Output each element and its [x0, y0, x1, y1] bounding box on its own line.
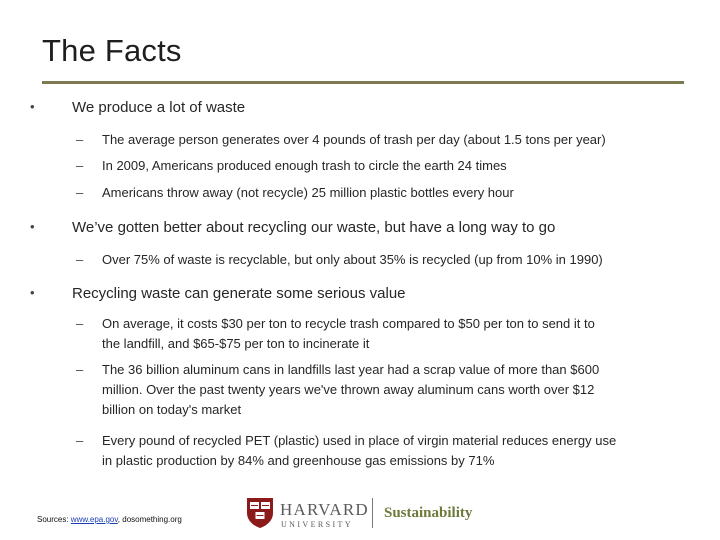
sources-rest: , dosomething.org — [117, 515, 182, 524]
sub-bullet-marker: – — [76, 362, 84, 377]
sub-bullet-item — [76, 250, 682, 270]
sub-bullet-marker: – — [76, 433, 84, 448]
harvard-shield-icon — [246, 497, 274, 529]
sub-bullet-line: On average, it costs $30 per ton to recycle trash compared to $50 per ton to send it to — [102, 316, 595, 331]
sub-bullet-item — [76, 183, 682, 203]
bullet-text: We produce a lot of waste — [72, 99, 246, 116]
title-divider — [42, 81, 684, 84]
university-label: UNIVERSITY — [281, 520, 353, 529]
bullet-marker: • — [30, 219, 35, 234]
bullet-item — [30, 285, 406, 302]
sub-bullet-line: The 36 billion aluminum cans in landfills last year had a scrap value of more than $600 — [102, 362, 600, 377]
sub-bullet-marker: – — [76, 185, 84, 200]
sub-bullet-line: The average person generates over 4 pounds of trash per day (about 1.5 tons per year) — [102, 132, 606, 147]
epa-link[interactable]: www.epa.gov — [70, 515, 118, 524]
sub-bullet-marker: – — [76, 252, 84, 267]
sub-bullet-marker: – — [76, 316, 84, 331]
bullet-text: We’ve gotten better about recycling our waste, but have a long way to go — [72, 219, 556, 236]
sub-bullet-item — [76, 130, 682, 150]
sub-bullet-marker: – — [76, 132, 84, 147]
harvard-name: HARVARD — [280, 500, 369, 519]
bullet-item — [30, 99, 246, 116]
sub-bullet-marker: – — [76, 158, 84, 173]
sub-bullet-line: billion on today's market — [102, 402, 242, 417]
sub-bullet-item — [76, 431, 682, 471]
logo-divider — [372, 498, 373, 528]
bullet-marker: • — [30, 99, 35, 114]
sub-bullet-item — [76, 314, 682, 354]
sources-label: Sources: — [37, 515, 71, 524]
bullet-text: Recycling waste can generate some serious value — [72, 285, 406, 302]
sub-bullet-line: the landfill, and $65-$75 per ton to incinerate it — [102, 336, 370, 351]
slide-title: The Facts — [42, 33, 182, 68]
bullet-item — [30, 219, 556, 236]
bullet-marker: • — [30, 285, 35, 300]
sub-bullet-line: in plastic production by 84% and greenhouse gas emissions by 71% — [102, 453, 495, 468]
sub-bullet-line: In 2009, Americans produced enough trash to circle the earth 24 times — [102, 158, 507, 173]
sub-bullet-item — [76, 360, 682, 420]
sub-bullet-line: Over 75% of waste is recyclable, but only about 35% is recycled (up from 10% in 1990) — [102, 252, 603, 267]
harvard-wordmark — [280, 501, 369, 529]
sub-bullet-line: million. Over the past twenty years we've thrown away aluminum cans worth over $12 — [102, 382, 595, 397]
sub-bullet-item — [76, 156, 682, 176]
sub-bullet-line: Americans throw away (not recycle) 25 million plastic bottles every hour — [102, 185, 514, 200]
sub-bullet-line: Every pound of recycled PET (plastic) used in place of virgin material reduces energy use — [102, 433, 617, 448]
sustainability-wordmark: Sustainability — [384, 505, 473, 521]
sources-footnote — [37, 515, 182, 524]
